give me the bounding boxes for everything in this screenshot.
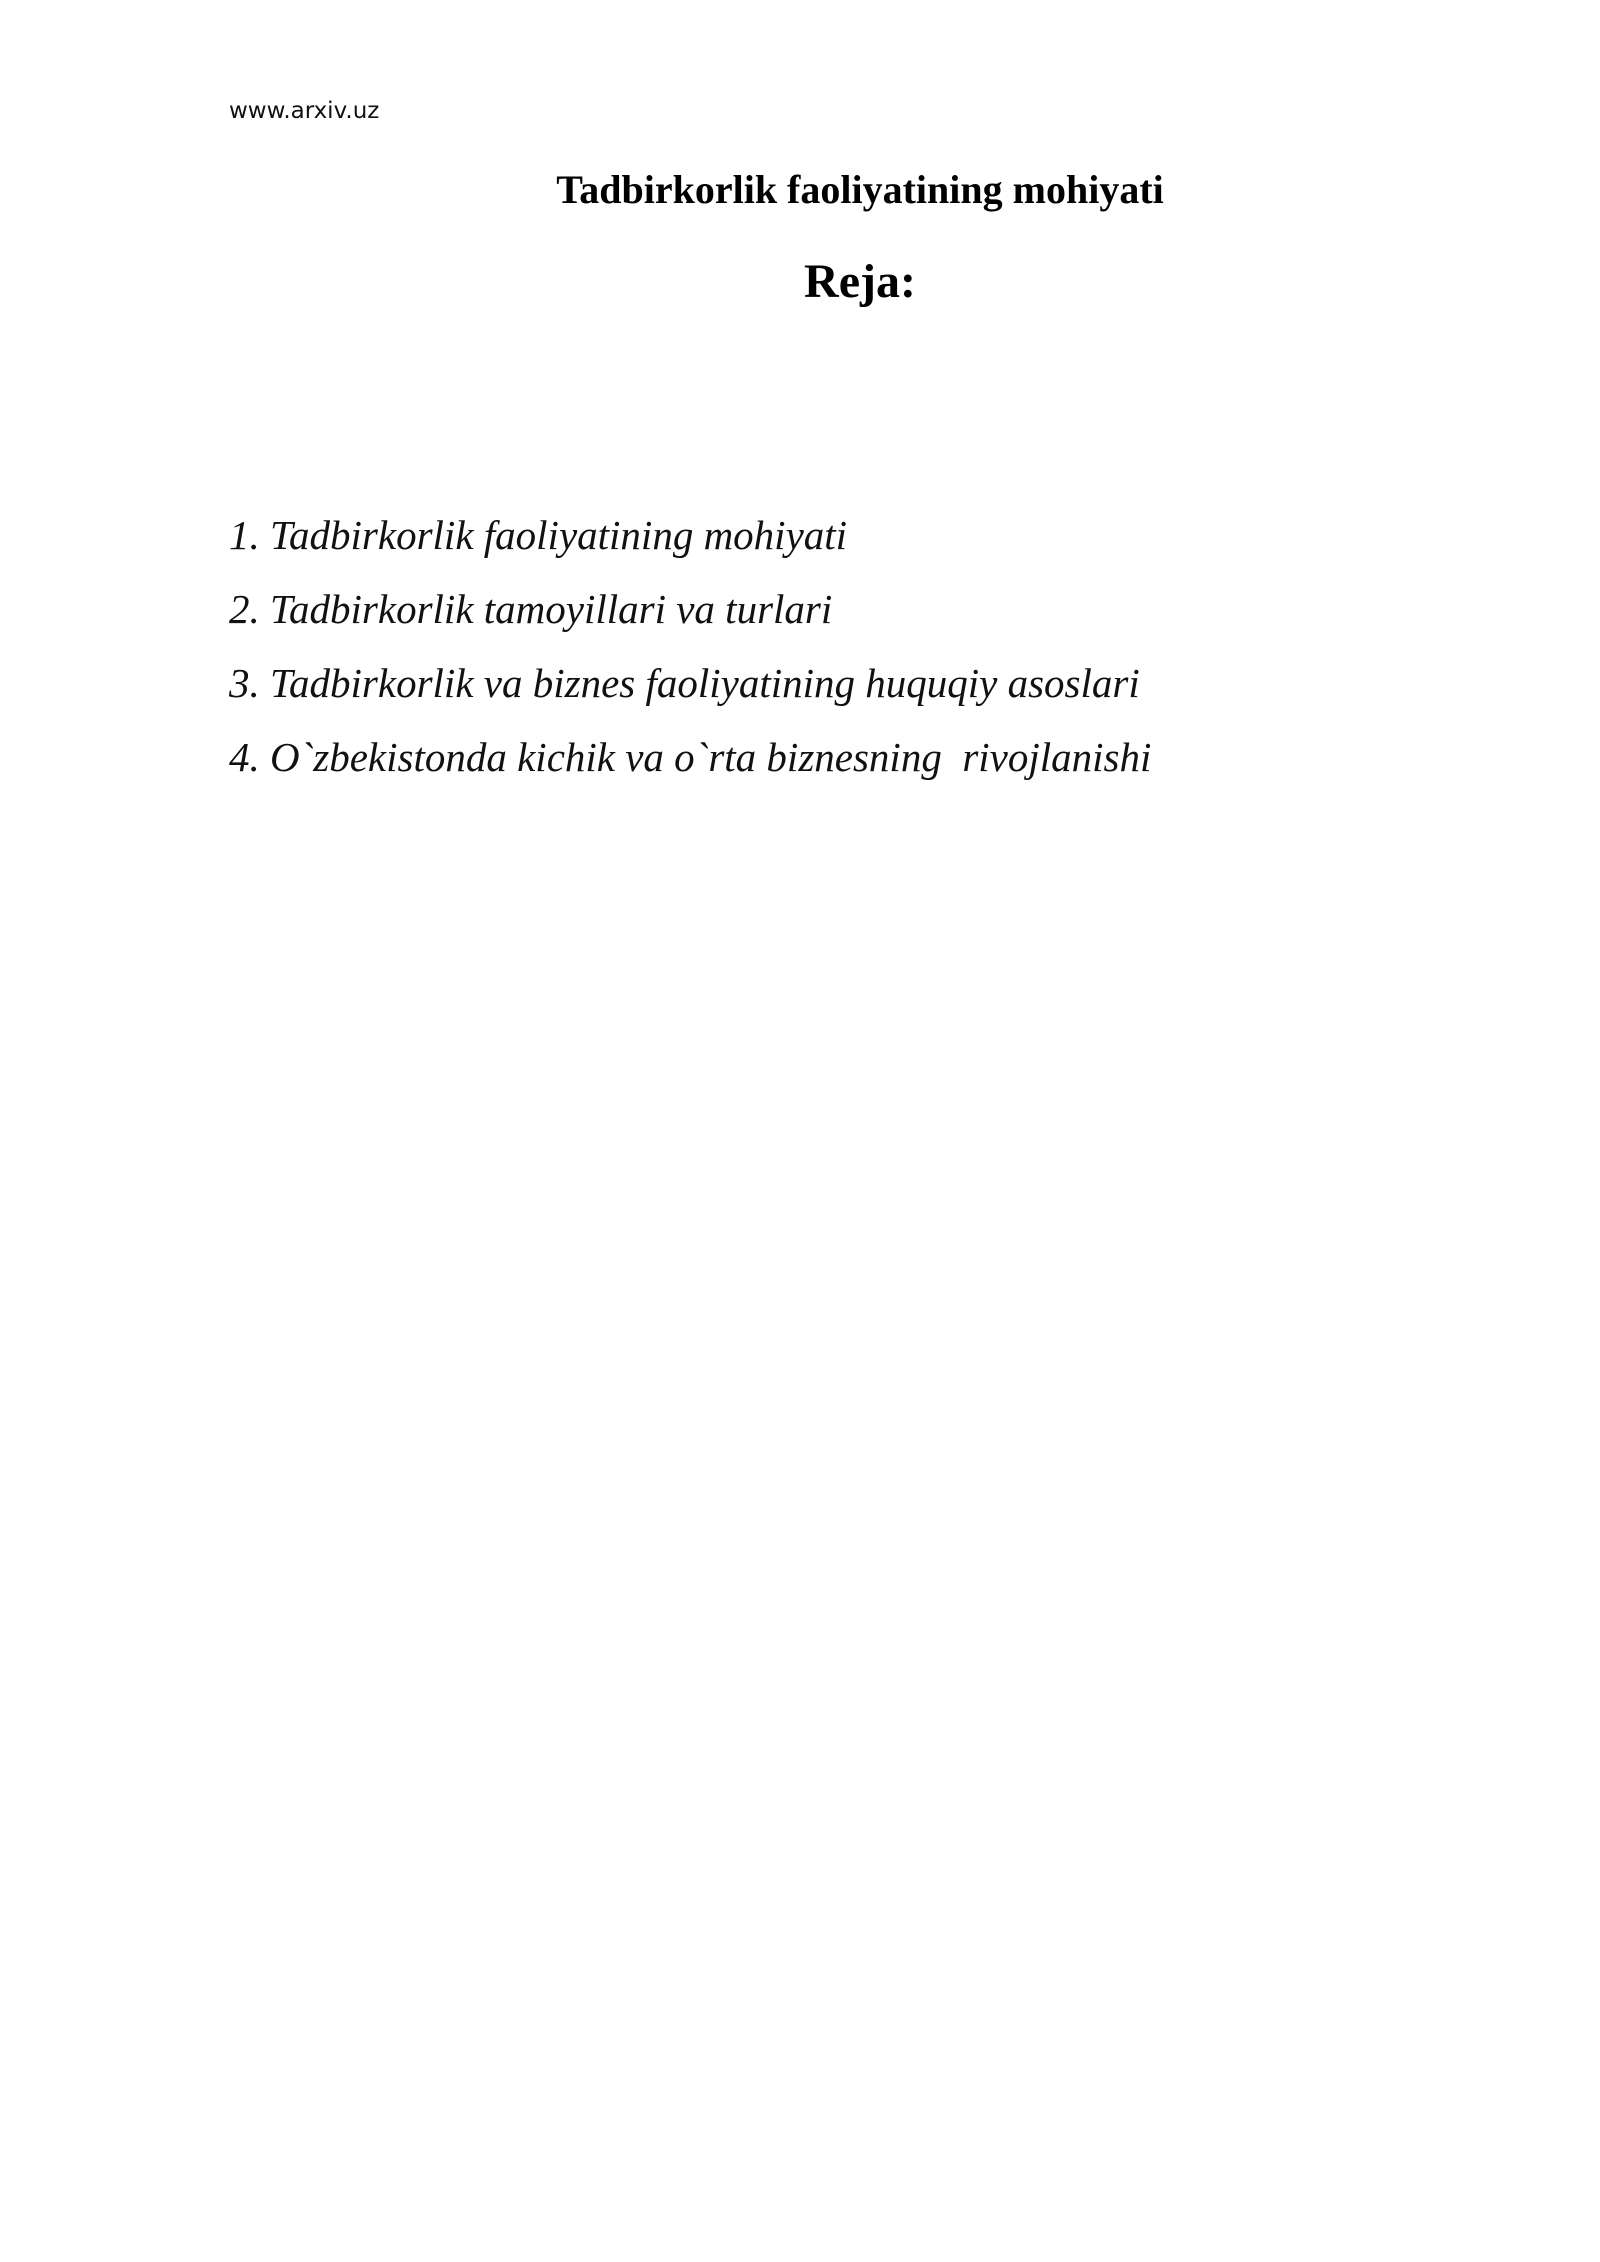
document-title: Tadbirkorlik faoliyatining mohiyati xyxy=(556,167,1164,212)
plan-item: 1. Tadbirkorlik faoliyatining mohiyati xyxy=(229,512,848,558)
plan-list xyxy=(229,505,1151,801)
plan-item: 3. Tadbirkorlik va biznes faoliyatining huquqiy asoslari xyxy=(229,660,1140,706)
plan-item: 4. O`zbekistonda kichik va o`rta biznesning rivojlanishi xyxy=(229,734,1152,780)
plan-item: 2. Tadbirkorlik tamoyillari va turlari xyxy=(229,586,833,632)
header-url: www.arxiv.uz xyxy=(229,98,380,124)
plan-heading: Reja: xyxy=(804,255,916,308)
